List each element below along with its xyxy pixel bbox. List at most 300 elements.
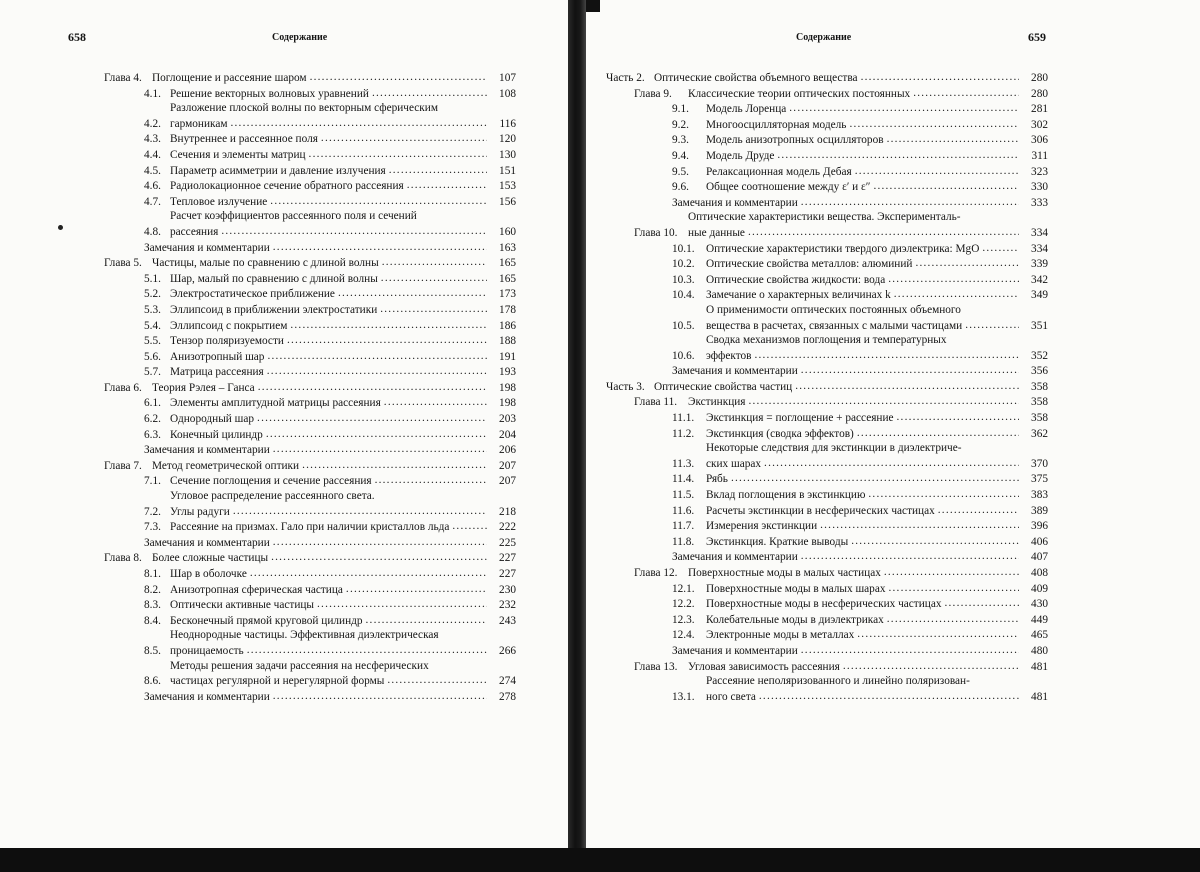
dot-leader xyxy=(384,395,487,410)
entry-number: 11.8. xyxy=(672,535,695,548)
dot-leader xyxy=(372,86,487,101)
entry-number: 5.6. xyxy=(144,350,161,363)
entry-title: ного света xyxy=(706,690,756,703)
entry-number: 10.3. xyxy=(672,273,695,286)
entry-page-number: 449 xyxy=(1031,613,1048,626)
entry-title: Оптические характеристики твердого диэлектрика: MgO xyxy=(706,242,980,255)
dot-leader xyxy=(321,131,487,146)
dot-leader xyxy=(380,302,487,317)
entry-title: Экстинкция = поглощение + рассеяние xyxy=(706,412,894,425)
entry-title: Колебательные моды в диэлектриках xyxy=(706,613,884,626)
entry-title: Классические теории оптических постоянных xyxy=(688,87,911,100)
entry-title: Экстинкция xyxy=(688,396,746,409)
entry-title: Замечания и комментарии xyxy=(144,241,270,254)
dot-leader xyxy=(789,101,1019,116)
entry-number: Глава 12. xyxy=(634,567,678,579)
margin-mark xyxy=(58,225,63,230)
entry-title: Расчеты экстинкции в несферических частицах xyxy=(706,504,935,517)
entry-page-number: 306 xyxy=(1031,134,1048,147)
entry-number: 11.3. xyxy=(672,457,695,470)
entry-title: Бесконечный прямой круговой цилиндр xyxy=(170,614,363,627)
dot-leader xyxy=(913,86,1019,101)
entry-number: 8.4. xyxy=(144,614,161,627)
toc-entry xyxy=(606,164,1048,180)
entry-title: Некоторые следствия для экстинкции в диэлектриче- xyxy=(706,442,962,455)
entry-page-number: 409 xyxy=(1031,582,1048,595)
dot-leader xyxy=(748,394,1019,409)
toc-entry xyxy=(104,613,516,629)
entry-title: Разложение плоской волны по векторным сферическим xyxy=(170,102,438,115)
entry-number: 10.4. xyxy=(672,289,695,302)
entry-number: 9.4. xyxy=(672,149,689,162)
entry-title: Анизотропная сферическая частица xyxy=(170,583,343,596)
toc-entry xyxy=(606,333,1048,363)
toc-entry xyxy=(606,549,1048,565)
entry-page-number: 465 xyxy=(1031,629,1048,642)
entry-number: 11.6. xyxy=(672,504,695,517)
entry-title: Поверхностные моды в малых частицах xyxy=(688,567,881,579)
entry-title: Однородный шар xyxy=(170,413,255,426)
dot-leader xyxy=(309,147,487,162)
entry-title: Измерения экстинкции xyxy=(706,520,818,533)
dot-leader xyxy=(759,689,1019,704)
dot-leader xyxy=(366,613,487,628)
dot-leader xyxy=(777,148,1019,163)
entry-number: 11.5. xyxy=(672,489,695,502)
entry-page-number: 356 xyxy=(1031,365,1048,378)
entry-number: Глава 5. xyxy=(104,257,142,270)
toc-entry xyxy=(104,194,516,210)
entry-number: 6.2. xyxy=(144,413,161,426)
entry-title: Замечание о характерных величинах k xyxy=(706,289,891,302)
entry-title: Сечения и элементы матриц xyxy=(170,148,306,161)
book-gutter xyxy=(568,0,586,872)
dot-leader xyxy=(894,287,1019,302)
entry-number: 5.5. xyxy=(144,335,161,348)
scan-border xyxy=(0,848,1200,872)
entry-title: вещества в расчетах, связанных с малыми частицами xyxy=(706,319,963,332)
toc-entry xyxy=(606,256,1048,272)
entry-title: Оптические характеристики вещества. Эксперименталь- xyxy=(688,211,961,224)
entry-page-number: 333 xyxy=(1031,196,1048,209)
entry-number: 4.7. xyxy=(144,195,161,208)
left-page xyxy=(0,0,568,872)
running-head: Содержание xyxy=(796,32,852,43)
entry-number: 10.1. xyxy=(672,242,695,255)
entry-page-number: 480 xyxy=(1031,644,1048,657)
toc-entry xyxy=(606,503,1048,519)
toc-entry xyxy=(606,410,1048,426)
toc-entry xyxy=(104,364,516,380)
entry-number: Часть 2. xyxy=(606,72,645,84)
page-number: 659 xyxy=(1028,30,1046,44)
entry-page-number: 358 xyxy=(1031,412,1048,425)
entry-number: Глава 7. xyxy=(104,459,142,472)
toc-entry xyxy=(104,427,516,443)
entry-title: Замечания и комментарии xyxy=(672,551,798,564)
toc-entry xyxy=(606,565,1048,581)
toc-entry xyxy=(104,131,516,147)
entry-number: 5.7. xyxy=(144,366,161,379)
entry-page-number: 165 xyxy=(499,272,516,285)
toc-entry xyxy=(104,163,516,179)
entry-number: 11.7. xyxy=(672,520,695,533)
toc-entry xyxy=(104,286,516,302)
entry-page-number: 383 xyxy=(1031,489,1048,502)
entry-title: Оптические свойства жидкости: вода xyxy=(706,273,886,286)
toc-entry xyxy=(606,195,1048,211)
toc-entry xyxy=(606,70,1048,86)
entry-number: 9.1. xyxy=(672,103,689,116)
toc-entry xyxy=(606,487,1048,503)
dot-leader xyxy=(338,286,487,301)
dot-leader xyxy=(375,473,487,488)
toc-entry xyxy=(606,148,1048,164)
entry-number: 7.1. xyxy=(144,475,161,488)
entry-page-number: 204 xyxy=(499,428,516,441)
entry-number: Глава 9. xyxy=(634,87,672,100)
toc-entry xyxy=(104,178,516,194)
dot-leader xyxy=(407,178,487,193)
entry-number: 11.2. xyxy=(672,427,695,440)
toc-entry xyxy=(606,581,1048,597)
dot-leader xyxy=(231,116,488,131)
entry-page-number: 266 xyxy=(499,644,516,657)
entry-number: 4.5. xyxy=(144,164,161,177)
dot-leader xyxy=(452,519,487,534)
entry-page-number: 151 xyxy=(499,164,516,177)
entry-page-number: 362 xyxy=(1031,427,1048,440)
toc-entry xyxy=(606,518,1048,534)
dot-leader xyxy=(801,643,1019,658)
entry-title: гармоникам xyxy=(170,117,228,130)
entry-page-number: 342 xyxy=(1031,273,1048,286)
toc-entry xyxy=(606,287,1048,303)
toc-entry xyxy=(104,519,516,535)
entry-page-number: 165 xyxy=(499,257,516,270)
dot-leader xyxy=(873,179,1019,194)
entry-page-number: 351 xyxy=(1031,319,1048,332)
entry-title: Многоосцилляторная модель xyxy=(706,118,847,131)
entry-title: Модель Лоренца xyxy=(706,103,787,116)
entry-title: Неоднородные частицы. Эффективная диэлектрическая xyxy=(170,629,439,642)
entry-page-number: 108 xyxy=(499,87,516,100)
entry-page-number: 218 xyxy=(499,505,516,518)
dot-leader xyxy=(273,689,487,704)
dot-leader xyxy=(290,318,487,333)
entry-title: рассеяния xyxy=(170,225,219,238)
toc-entry xyxy=(606,86,1048,102)
entry-title: О применимости оптических постоянных объемного xyxy=(706,303,961,316)
entry-number: 10.6. xyxy=(672,349,695,362)
entry-page-number: 107 xyxy=(499,72,516,84)
entry-title: Поверхностные моды в малых шарах xyxy=(706,582,886,595)
entry-title: Эллипсоид с покрытием xyxy=(170,319,288,332)
entry-title: Релаксационная модель Дебая xyxy=(706,165,852,178)
entry-page-number: 160 xyxy=(499,225,516,238)
toc-entry xyxy=(606,643,1048,659)
dot-leader xyxy=(938,503,1019,518)
toc-entry xyxy=(104,689,516,705)
entry-number: 12.1. xyxy=(672,582,695,595)
entry-number: 7.3. xyxy=(144,521,161,534)
entry-title: Шар, малый по сравнению с длиной волны xyxy=(170,272,378,285)
entry-page-number: 191 xyxy=(499,350,516,363)
running-head: Содержание xyxy=(272,32,328,43)
entry-number: Глава 4. xyxy=(104,72,142,84)
dot-leader xyxy=(267,364,487,379)
entry-page-number: 163 xyxy=(499,241,516,254)
entry-page-number: 302 xyxy=(1031,118,1048,131)
toc-entry xyxy=(104,255,516,271)
entry-page-number: 334 xyxy=(1031,242,1048,255)
entry-page-number: 193 xyxy=(499,366,516,379)
entry-page-number: 339 xyxy=(1031,258,1048,271)
dot-leader xyxy=(801,363,1019,378)
entry-title: Рассеяние на призмах. Гало при наличии кристаллов льда xyxy=(170,521,450,534)
dot-leader xyxy=(857,627,1019,642)
dot-leader xyxy=(884,565,1019,580)
dot-leader xyxy=(317,597,487,612)
dot-leader xyxy=(267,349,487,364)
entry-number: 9.6. xyxy=(672,181,689,194)
toc-entry xyxy=(104,582,516,598)
dot-leader xyxy=(795,379,1019,394)
entry-page-number: 153 xyxy=(499,180,516,193)
entry-number: 9.5. xyxy=(672,165,689,178)
toc-entry xyxy=(104,411,516,427)
entry-title: Решение векторных волновых уравнений xyxy=(170,87,369,100)
dot-leader xyxy=(273,535,487,550)
toc-entry xyxy=(606,534,1048,550)
entry-number: Глава 13. xyxy=(634,660,678,673)
entry-page-number: 186 xyxy=(499,319,516,332)
toc-entry xyxy=(104,535,516,551)
toc-entry xyxy=(606,101,1048,117)
dot-leader xyxy=(287,333,487,348)
entry-number: 8.6. xyxy=(144,675,161,688)
entry-title: Замечания и комментарии xyxy=(144,690,270,703)
dot-leader xyxy=(273,240,487,255)
entry-number: 7.2. xyxy=(144,505,161,518)
toc-entry xyxy=(606,471,1048,487)
entry-number: 8.5. xyxy=(144,644,161,657)
entry-page-number: 330 xyxy=(1031,181,1048,194)
entry-number: 5.1. xyxy=(144,272,161,285)
dot-leader xyxy=(754,348,1019,363)
entry-page-number: 370 xyxy=(1031,457,1048,470)
toc-entry xyxy=(104,86,516,102)
entry-page-number: 406 xyxy=(1031,535,1048,548)
entry-title: Оптически активные частицы xyxy=(170,599,315,612)
entry-page-number: 232 xyxy=(499,599,516,612)
entry-title: Радиолокационное сечение обратного рассеяния xyxy=(170,180,404,193)
entry-title: Замечания и комментарии xyxy=(144,444,270,457)
page-number: 658 xyxy=(68,30,86,44)
entry-page-number: 358 xyxy=(1031,396,1048,409)
entry-number: 4.3. xyxy=(144,133,161,146)
toc-entry xyxy=(104,333,516,349)
right-page xyxy=(586,0,1200,872)
dot-leader xyxy=(250,566,487,581)
dot-leader xyxy=(849,117,1019,132)
toc-entry xyxy=(104,395,516,411)
entry-title: Угловая зависимость рассеяния xyxy=(688,660,840,673)
dot-leader xyxy=(381,271,487,286)
dot-leader xyxy=(258,380,487,395)
entry-title: Замечания и комментарии xyxy=(672,644,798,657)
entry-page-number: 243 xyxy=(499,614,516,627)
dot-leader xyxy=(233,504,487,519)
toc-entry xyxy=(606,426,1048,442)
entry-number: 12.4. xyxy=(672,629,695,642)
entry-page-number: 396 xyxy=(1031,520,1048,533)
toc-entry xyxy=(104,566,516,582)
entry-number: Глава 8. xyxy=(104,552,142,565)
dot-leader xyxy=(857,426,1019,441)
toc-entry xyxy=(104,349,516,365)
entry-page-number: 198 xyxy=(499,381,516,394)
entry-page-number: 375 xyxy=(1031,473,1048,486)
entry-title: Поверхностные моды в несферических частицах xyxy=(706,598,942,611)
dot-leader xyxy=(897,410,1019,425)
entry-page-number: 188 xyxy=(499,335,516,348)
entry-title: Оптические свойства объемного вещества xyxy=(654,72,858,84)
entry-page-number: 173 xyxy=(499,288,516,301)
entry-title: Сводка механизмов поглощения и температурных xyxy=(706,334,947,347)
entry-number: 10.2. xyxy=(672,258,695,271)
entry-title: Модель Друде xyxy=(706,149,775,162)
toc-entry xyxy=(104,380,516,396)
entry-number: 8.1. xyxy=(144,568,161,580)
dot-leader xyxy=(266,427,487,442)
entry-title: Теория Рэлея – Ганса xyxy=(152,381,255,394)
dot-leader xyxy=(273,442,487,457)
entry-page-number: 389 xyxy=(1031,504,1048,517)
dot-leader xyxy=(887,612,1019,627)
entry-number: 8.3. xyxy=(144,599,161,612)
entry-title: Сечение поглощения и сечение рассеяния xyxy=(170,475,372,488)
entry-page-number: 116 xyxy=(499,117,516,130)
entry-page-number: 203 xyxy=(499,413,516,426)
entry-page-number: 280 xyxy=(1031,87,1048,100)
entry-title: Метод геометрической оптики xyxy=(152,459,300,472)
toc-entry xyxy=(104,70,516,86)
entry-page-number: 206 xyxy=(499,444,516,457)
entry-page-number: 274 xyxy=(499,675,516,688)
entry-number: 13.1. xyxy=(672,690,695,703)
entry-number: 6.3. xyxy=(144,428,161,441)
entry-title: Замечания и комментарии xyxy=(672,196,798,209)
dot-leader xyxy=(247,643,487,658)
entry-page-number: 281 xyxy=(1031,103,1048,116)
entry-page-number: 349 xyxy=(1031,289,1048,302)
entry-number: 11.1. xyxy=(672,412,695,425)
table-of-contents xyxy=(606,70,1048,704)
entry-title: Параметр асимметрии и давление излучения xyxy=(170,164,386,177)
dot-leader xyxy=(271,550,487,565)
entry-title: Модель анизотропных осцилляторов xyxy=(706,134,884,147)
entry-title: Тензор поляризуемости xyxy=(170,335,284,348)
entry-title: Элементы амплитудной матрицы рассеяния xyxy=(170,397,381,410)
entry-title: Более сложные частицы xyxy=(152,552,269,565)
toc-entry xyxy=(104,302,516,318)
dot-leader xyxy=(389,163,487,178)
dot-leader xyxy=(257,411,487,426)
entry-title: Рябь xyxy=(706,473,728,486)
toc-entry xyxy=(606,627,1048,643)
entry-number: 4.8. xyxy=(144,225,161,238)
entry-number: 9.3. xyxy=(672,134,689,147)
dot-leader xyxy=(221,224,487,239)
toc-entry xyxy=(104,473,516,489)
table-of-contents xyxy=(104,70,516,704)
entry-page-number: 130 xyxy=(499,148,516,161)
entry-page-number: 178 xyxy=(499,303,516,316)
entry-title: Матрица рассеяния xyxy=(170,366,264,379)
entry-page-number: 408 xyxy=(1031,567,1048,579)
dot-leader xyxy=(915,256,1019,271)
dot-leader xyxy=(861,70,1019,85)
dot-leader xyxy=(887,132,1019,147)
entry-title: частицах регулярной и нерегулярной формы xyxy=(170,675,385,688)
entry-number: Глава 11. xyxy=(634,396,678,409)
entry-title: Внутреннее и рассеянное поля xyxy=(170,133,318,146)
dot-leader xyxy=(851,534,1019,549)
entry-page-number: 207 xyxy=(499,475,516,488)
toc-entry xyxy=(606,363,1048,379)
dot-leader xyxy=(302,458,487,473)
toc-entry xyxy=(606,394,1048,410)
entry-page-number: 358 xyxy=(1031,380,1048,393)
entry-title: Электростатическое приближение xyxy=(170,288,335,301)
dot-leader xyxy=(945,596,1020,611)
entry-number: 10.5. xyxy=(672,319,695,332)
dot-leader xyxy=(346,582,487,597)
entry-number: Глава 6. xyxy=(104,381,142,394)
dot-leader xyxy=(270,194,487,209)
entry-title: Общее соотношение между ε′ и ε″ xyxy=(706,181,871,194)
entry-page-number: 207 xyxy=(499,459,516,472)
dot-leader xyxy=(820,518,1019,533)
entry-title: Методы решения задачи рассеяния на несферических xyxy=(170,659,429,672)
entry-title: Расчет коэффициентов рассеянного поля и сечений xyxy=(170,210,417,223)
entry-page-number: 280 xyxy=(1031,72,1048,84)
toc-entry xyxy=(104,458,516,474)
toc-entry xyxy=(104,271,516,287)
toc-entry xyxy=(606,241,1048,257)
dot-leader xyxy=(748,225,1019,240)
entry-title: Электронные моды в металлах xyxy=(706,629,855,642)
dot-leader xyxy=(801,195,1019,210)
toc-entry xyxy=(104,597,516,613)
dot-leader xyxy=(982,241,1019,256)
toc-entry xyxy=(104,209,516,239)
entry-number: 4.1. xyxy=(144,87,161,100)
entry-page-number: 198 xyxy=(499,397,516,410)
entry-title: Эллипсоид в приближении электростатики xyxy=(170,303,378,316)
entry-page-number: 227 xyxy=(499,568,516,580)
toc-entry xyxy=(606,379,1048,395)
entry-title: Замечания и комментарии xyxy=(672,365,798,378)
dot-leader xyxy=(868,487,1019,502)
dot-leader xyxy=(310,70,487,85)
toc-entry xyxy=(606,117,1048,133)
entry-number: 12.3. xyxy=(672,613,695,626)
entry-page-number: 481 xyxy=(1031,690,1048,703)
entry-number: 5.3. xyxy=(144,303,161,316)
toc-entry xyxy=(606,210,1048,240)
